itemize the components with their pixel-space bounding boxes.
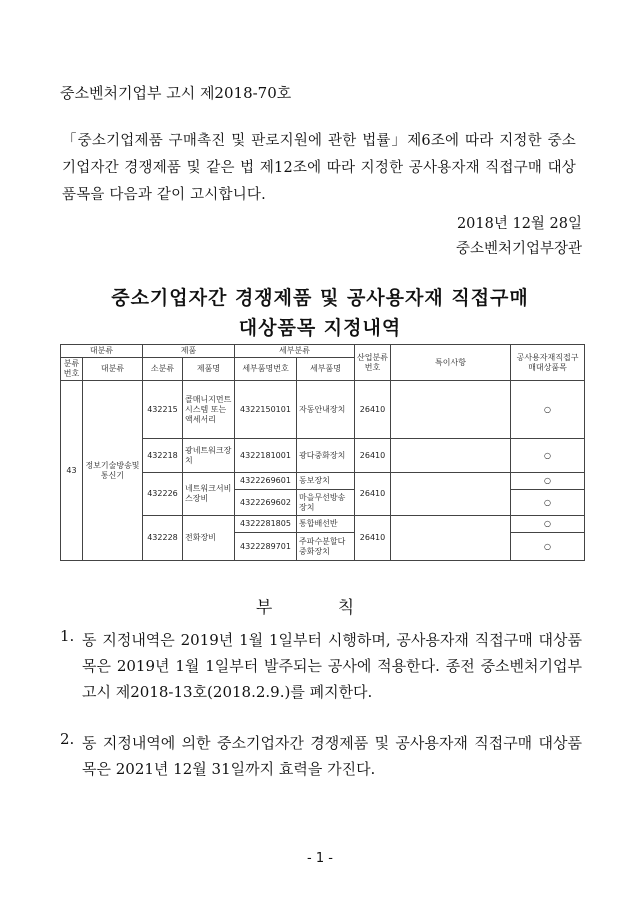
mark-cell: ○: [511, 516, 585, 533]
designation-table: [60, 344, 585, 561]
detail-no-cell: 4322289701: [235, 533, 297, 561]
notice-date: 2018년 12월 28일: [456, 216, 582, 232]
major-cell: 정보기술방송및통신기: [83, 381, 143, 561]
product-cell: 네트워크서비스장비: [183, 473, 235, 516]
page-title-line1: 중소기업자간 경쟁제품 및 공사용자재 직접구매: [111, 287, 529, 309]
industry-cell: 26410: [355, 381, 391, 439]
mark-cell: ○: [511, 533, 585, 561]
minor-cell: 432215: [143, 381, 183, 439]
minor-cell: 432218: [143, 439, 183, 473]
industry-cell: 26410: [355, 516, 391, 561]
header-notes: 특이사항: [391, 345, 511, 381]
detail-no-cell: 4322281805: [235, 516, 297, 533]
industry-cell: 26410: [355, 439, 391, 473]
detail-name-cell: 자동안내장치: [297, 381, 355, 439]
notes-cell: [391, 473, 511, 516]
detail-name-cell: 광다중화장치: [297, 439, 355, 473]
supplementary-item-1: 동 지정내역은 2019년 1월 1일부터 시행하며, 공사용자재 직접구매 대상품목은 2019년 1월 1일부터 발주되는 공사에 적용한다. 종전 중소벤처기업부 고시 제2018-13호(2018.2.9.)를 폐지한다.: [82, 631, 582, 701]
detail-no-cell: 4322269601: [235, 473, 297, 490]
mark-cell: ○: [511, 381, 585, 439]
class-no-cell: 43: [61, 381, 83, 561]
notes-cell: [391, 381, 511, 439]
intro-paragraph: 「중소기업제품 구매촉진 및 판로지원에 관한 법률」제6조에 따라 지정한 중소기업자간 경쟁제품 및 같은 법 제12조에 따라 지정한 공사용자재 직접구매 대상품목을 다음과 같이 고시합니다.: [62, 133, 576, 203]
product-cell: 전화장비: [183, 516, 235, 561]
industry-cell: 26410: [355, 473, 391, 516]
header-group-row: [61, 345, 585, 358]
supplementary-title: 부 칙: [255, 598, 385, 618]
detail-name-cell: 동보장치: [297, 473, 355, 490]
page-number: - 1 -: [307, 851, 333, 866]
header-detail-name: 세부품명: [297, 358, 355, 381]
issuer: 중소벤처기업부장관: [455, 241, 582, 257]
item-number-1: 1.: [60, 627, 75, 645]
header-product-group: 제품: [143, 345, 235, 358]
notice-number: 중소벤처기업부 고시 제2018-70호: [60, 84, 292, 102]
detail-no-cell: 4322181001: [235, 439, 297, 473]
notes-cell: [391, 516, 511, 561]
detail-no-cell: 4322269602: [235, 490, 297, 516]
detail-name-cell: 통합배선반: [297, 516, 355, 533]
detail-name-cell: 주파수분할다중화장치: [297, 533, 355, 561]
supplementary-item-2: 동 지정내역에 의한 중소기업자간 경쟁제품 및 공사용자재 직접구매 대상품목은 2021년 12월 31일까지 효력을 가진다.: [82, 734, 582, 778]
detail-no-cell: 4322150101: [235, 381, 297, 439]
item-number-2: 2.: [60, 730, 75, 748]
header-minor: 소분류: [143, 358, 183, 381]
product-cell: 콜매니지먼트 시스템 또는 액세서리: [183, 381, 235, 439]
minor-cell: 432228: [143, 516, 183, 561]
page-title-line2: 대상품목 지정내역: [238, 317, 402, 339]
header-class-no: 분류번호: [61, 358, 83, 381]
mark-cell: ○: [511, 473, 585, 490]
mark-cell: ○: [511, 439, 585, 473]
mark-cell: ○: [511, 490, 585, 516]
header-industry: 산업분류번호: [355, 345, 391, 381]
detail-name-cell: 마을무선방송장치: [297, 490, 355, 516]
minor-cell: 432226: [143, 473, 183, 516]
header-direct-purchase: 공사용자재직접구매대상품목: [511, 345, 585, 381]
header-product-name: 제품명: [183, 358, 235, 381]
notes-cell: [391, 439, 511, 473]
product-cell: 광네트워크장치: [183, 439, 235, 473]
table-row: [61, 381, 585, 439]
header-detail-group: 세부분류: [235, 345, 355, 358]
header-major: 대분류: [83, 358, 143, 381]
header-major-group: 대분류: [61, 345, 143, 358]
header-detail-no: 세부품명번호: [235, 358, 297, 381]
